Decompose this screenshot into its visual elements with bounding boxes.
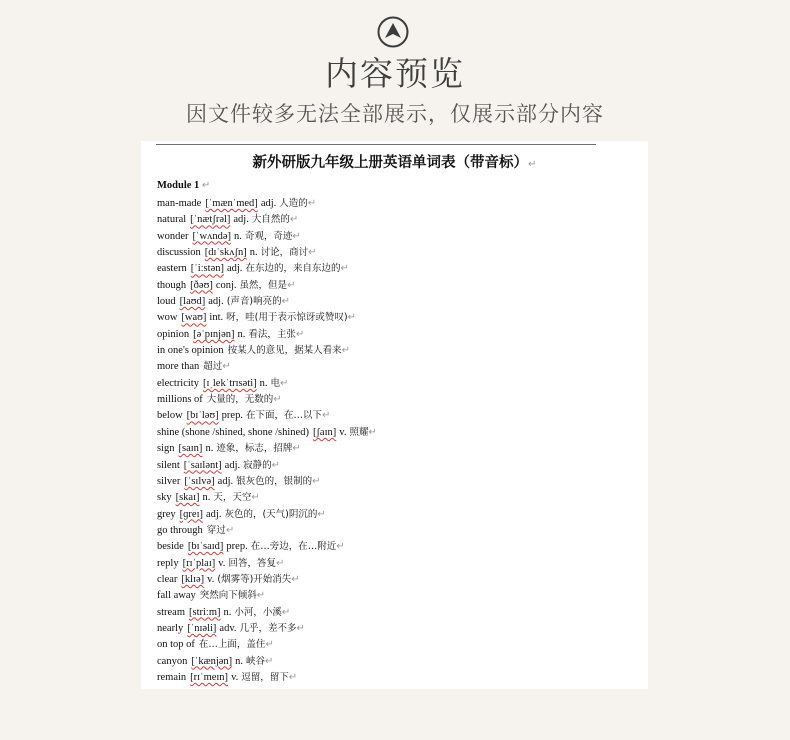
vocab-entry (157, 359, 637, 375)
vocab-part-of-speech: v. (231, 671, 239, 683)
document-top-rule (156, 144, 596, 145)
vocab-phonetic: [ˈiːstən] (190, 263, 224, 275)
vocab-part-of-speech: prep. (221, 410, 243, 422)
vocab-meaning: 看法，主张 (248, 328, 296, 340)
paragraph-mark: ↵ (222, 361, 231, 373)
vocab-entry (157, 507, 637, 523)
vocab-word: loud (157, 296, 176, 308)
paragraph-mark: ↵ (341, 345, 351, 357)
vocab-part-of-speech: n. (233, 230, 242, 242)
paragraph-mark: ↵ (281, 606, 291, 618)
vocab-word: shine (shone /shined, shone /shined) (157, 426, 309, 438)
vocab-part-of-speech: n. (235, 655, 244, 667)
vocab-part-of-speech: adj. (233, 214, 249, 226)
paragraph-mark: ↵ (295, 328, 305, 340)
vocab-word: sky (157, 492, 172, 504)
vocab-meaning: (声音)响亮的 (226, 296, 282, 308)
paragraph-mark: ↵ (289, 214, 299, 226)
vocab-word: reply (157, 557, 179, 569)
vocab-part-of-speech: adj. (226, 263, 243, 275)
vocab-phonetic: [dɪˈskʌʃn] (204, 247, 247, 259)
vocab-word: electricity (157, 377, 199, 389)
vocab-word: more than (157, 361, 200, 373)
vocab-phonetic: [saɪn] (178, 443, 203, 455)
vocab-meaning: 在…旁边，在…附近 (250, 541, 337, 553)
vocab-meaning: 穿过 (206, 524, 226, 536)
vocab-meaning: 在…上面，盖住 (198, 639, 266, 651)
vocab-part-of-speech: adj. (224, 459, 241, 471)
vocab-phonetic: [ɡreɪ] (179, 508, 203, 520)
document-title (141, 151, 648, 172)
vocab-word: silver (157, 475, 181, 487)
vocab-word: silent (157, 459, 180, 471)
vocab-part-of-speech: adj. (206, 508, 222, 520)
paragraph-mark: ↵ (251, 492, 260, 504)
vocab-part-of-speech: int. (209, 312, 224, 324)
vocab-phonetic: [laʊd] (179, 296, 206, 308)
module-heading (157, 180, 210, 191)
vocab-word: grey (157, 508, 176, 520)
vocab-meaning: 寂静的 (243, 459, 272, 471)
vocab-entry (157, 621, 637, 637)
vocab-entry (157, 278, 637, 294)
vocab-word: on top of (157, 639, 195, 651)
vocab-meaning: 呀，哇(用于表示惊讶或赞叹) (226, 312, 348, 324)
vocab-phonetic: [ɪˌlekˈtrɪsəti] (202, 377, 257, 389)
paragraph-mark: ↵ (281, 296, 291, 308)
vocab-entry (157, 212, 637, 228)
vocab-entry (157, 572, 637, 588)
vocab-word: in one's opinion (157, 345, 224, 357)
vocab-word: opinion (157, 328, 190, 340)
paragraph-mark: ↵ (287, 279, 296, 291)
vocab-part-of-speech: n. (202, 492, 211, 504)
paragraph-mark: ↵ (340, 263, 349, 275)
vocab-meaning: 小河，小溪 (234, 606, 282, 618)
vocab-phonetic: [waʊ] (181, 312, 207, 324)
vocab-entry (157, 556, 637, 572)
vocab-meaning: 照耀 (349, 426, 369, 438)
vocab-word: though (157, 279, 187, 291)
page-title: 内容预览 (325, 54, 465, 93)
vocab-entry (157, 408, 637, 424)
paragraph-mark: ↵ (280, 377, 289, 389)
vocab-entry (157, 229, 637, 245)
vocab-meaning: 灰色的，(天气)阴沉的 (224, 508, 318, 520)
vocab-phonetic: [ʃaɪn] (312, 426, 337, 438)
vocab-meaning: 超过 (203, 361, 223, 373)
vocab-part-of-speech: v. (218, 557, 226, 569)
vocab-entry (157, 310, 637, 326)
vocab-word: stream (157, 606, 185, 618)
paragraph-mark: ↵ (265, 655, 274, 667)
vocab-entry (157, 539, 637, 555)
vocab-phonetic: [ˈsɪlvə] (184, 475, 215, 487)
module-heading-text: Module 1 (157, 180, 200, 191)
vocab-word: fall away (157, 590, 196, 602)
vocab-word: remain (157, 671, 187, 683)
paragraph-mark: ↵ (317, 508, 326, 520)
vocab-entry (157, 327, 637, 343)
vocab-phonetic: [ˈwʌndə] (192, 230, 231, 242)
vocab-part-of-speech: v. (207, 573, 215, 585)
vocab-part-of-speech: adj. (217, 475, 234, 487)
vocab-phonetic: [rɪˈmeɪn] (190, 671, 229, 683)
vocab-word: man-made (157, 198, 202, 209)
vocab-part-of-speech: n. (237, 328, 246, 340)
paragraph-mark: ↵ (291, 573, 300, 585)
vocab-meaning: 天，天空 (213, 492, 252, 504)
paragraph-mark: ↵ (368, 426, 377, 438)
vocab-meaning: 虽然，但是 (239, 279, 288, 291)
paragraph-mark: ↵ (321, 410, 331, 422)
vocab-entry (157, 654, 637, 670)
vocab-word: wow (157, 312, 178, 324)
vocab-entry (157, 261, 637, 277)
vocab-phonetic: [ˈmænˈmed] (205, 198, 258, 209)
vocab-meaning: 电 (270, 377, 281, 389)
vocab-phonetic: [skaɪ] (175, 492, 200, 504)
paragraph-mark: ↵ (256, 590, 266, 602)
vocab-part-of-speech: n. (205, 443, 214, 455)
vocab-part-of-speech: conj. (215, 279, 237, 291)
vocab-entry (157, 425, 637, 441)
vocab-entry (157, 441, 637, 457)
vocab-word: sign (157, 443, 175, 455)
vocab-phonetic: [rɪˈplaɪ] (182, 557, 216, 569)
vocab-phonetic: [ˈnɪəli] (187, 622, 217, 634)
vocab-entry (157, 588, 637, 604)
vocab-entry (157, 343, 637, 359)
vocab-meaning: 回答，答复 (228, 557, 276, 569)
vocab-meaning: 银灰色的，银制的 (236, 475, 313, 487)
vocabulary-list (157, 196, 637, 686)
paragraph-mark: ↵ (336, 541, 345, 553)
document-preview (141, 141, 648, 689)
vocab-entry (157, 245, 637, 261)
paragraph-mark: ↵ (528, 159, 537, 170)
vocab-entry (157, 196, 637, 212)
vocab-phonetic: [ˈnætʃrəl] (190, 214, 231, 226)
vocab-word: beside (157, 541, 184, 553)
vocab-meaning: 大量的，无数的 (206, 394, 274, 406)
vocab-meaning: 几乎，差不多 (239, 622, 297, 634)
vocab-word: nearly (157, 622, 184, 634)
vocab-meaning: 大自然的 (251, 214, 290, 226)
paragraph-mark: ↵ (271, 459, 281, 471)
vocab-meaning: 迹象，标志，招牌 (216, 443, 293, 455)
vocab-part-of-speech: adv. (219, 622, 237, 634)
vocab-phonetic: [ðəʊ] (190, 279, 213, 291)
vocab-phonetic: [bɪˈləʊ] (186, 410, 219, 422)
vocab-part-of-speech: v. (339, 426, 347, 438)
vocab-phonetic: [ˈkænjən] (191, 655, 233, 667)
vocab-meaning: 在下面，在…以下 (245, 410, 322, 422)
vocab-meaning: 逗留，留下 (241, 671, 289, 683)
paragraph-mark: ↵ (288, 671, 298, 683)
vocab-meaning: 突然向下倾斜 (199, 590, 257, 602)
vocab-word: discussion (157, 247, 201, 259)
vocab-phonetic: [əˈpɪnjən] (193, 328, 235, 340)
paragraph-mark: ↵ (273, 394, 282, 406)
paragraph-mark: ↵ (265, 639, 274, 651)
up-arrow-circle-icon (377, 16, 409, 48)
paragraph-mark: ↵ (201, 180, 211, 191)
document-title-text: 新外研版九年级上册英语单词表（带音标） (252, 155, 529, 171)
paragraph-mark: ↵ (275, 557, 285, 569)
vocab-entry (157, 637, 637, 653)
vocab-word: clear (157, 573, 178, 585)
vocab-meaning: 讨论，商讨 (260, 247, 309, 259)
vocab-part-of-speech: adj. (260, 198, 277, 209)
vocab-word: natural (157, 214, 187, 226)
paragraph-mark: ↵ (308, 247, 317, 259)
vocab-word: below (157, 410, 183, 422)
vocab-entry (157, 392, 637, 408)
paragraph-mark: ↵ (296, 622, 305, 634)
vocab-entry (157, 605, 637, 621)
paragraph-mark: ↵ (307, 198, 317, 209)
vocab-meaning: 在东边的，来自东边的 (245, 263, 341, 275)
vocab-entry (157, 670, 637, 686)
paragraph-mark: ↵ (312, 475, 321, 487)
vocab-meaning: 峡谷 (246, 655, 266, 667)
paragraph-mark: ↵ (292, 230, 301, 242)
paragraph-mark: ↵ (225, 524, 235, 536)
vocab-meaning: 奇观，奇迹 (244, 230, 293, 242)
vocab-entry (157, 458, 637, 474)
vocab-word: eastern (157, 263, 187, 275)
vocab-entry (157, 376, 637, 392)
vocab-meaning: (烟雾等)开始消失 (217, 573, 292, 585)
vocab-word: wonder (157, 230, 189, 242)
vocab-word: go through (157, 524, 203, 536)
vocab-phonetic: [klɪə] (181, 573, 205, 585)
vocab-word: millions of (157, 394, 203, 406)
vocab-phonetic: [ˈsaɪlənt] (183, 459, 222, 471)
vocab-part-of-speech: n. (249, 247, 258, 259)
vocab-meaning: 按某人的意见，据某人看来 (227, 345, 342, 357)
vocab-meaning: 人造的 (279, 198, 308, 209)
vocab-word: canyon (157, 655, 188, 667)
paragraph-mark: ↵ (347, 312, 356, 324)
paragraph-mark: ↵ (292, 443, 301, 455)
vocab-part-of-speech: prep. (226, 541, 248, 553)
vocab-entry (157, 490, 637, 506)
vocab-entry (157, 294, 637, 310)
page-subtitle: 因文件较多无法全部展示，仅展示部分内容 (186, 102, 604, 126)
vocab-part-of-speech: adj. (208, 296, 224, 308)
vocab-entry (157, 474, 637, 490)
vocab-phonetic: [bɪˈsaɪd] (187, 541, 224, 553)
vocab-entry (157, 523, 637, 539)
vocab-part-of-speech: n. (223, 606, 232, 618)
vocab-phonetic: [striːm] (189, 606, 221, 618)
vocab-part-of-speech: n. (259, 377, 268, 389)
